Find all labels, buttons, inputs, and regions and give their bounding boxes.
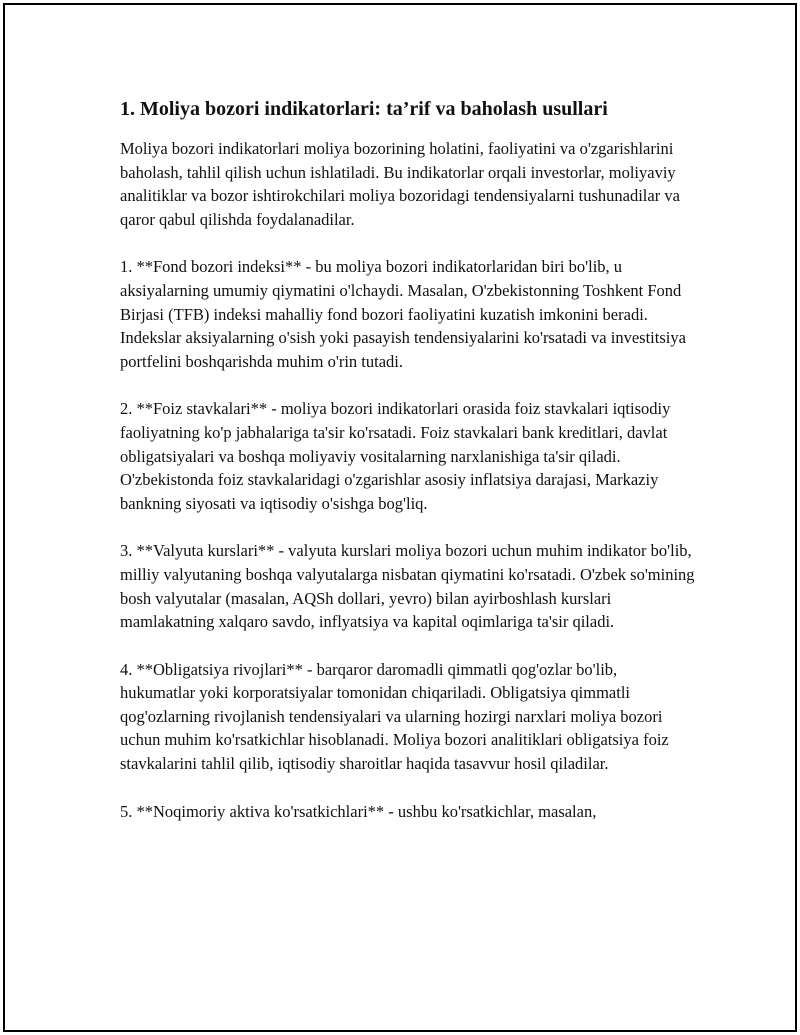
intro-paragraph: Moliya bozori indikatorlari moliya bozorining holatini, faoliyatini va o'zgarishlarini baholash, tahlil qilish uchun ishlatiladi. Bu indikatorlar orqali investorlar, moliyaviy analitiklar va bozor ishtirokchilari moliya bozoridagi tendensiyalarni tushunadilar va qaror qabul qilishda foydalanadilar. [120,139,680,229]
paragraph-foiz-stavkalari: 2. **Foiz stavkalari** - moliya bozori indikatorlari orasida foiz stavkalari iqtisodiy faoliyatning ko'p jabhalariga ta'sir ko'rsatadi. Foiz stavkalari bank kreditlari, davlat obligatsiyalari va boshqa moliyaviy vositalarning narxlanishiga ta'sir qiladi. O'zbekistonda foiz stavkalaridagi o'zgarishlar asosiy inflatsiya darajasi, Markaziy bankning siyosati va iqtisodiy o'sishga bog'liq. [120,399,671,513]
paragraph-noqimoriy-aktiva: 5. **Noqimoriy aktiva ko'rsatkichlari** - ushbu ko'rsatkichlar, masalan, [120,801,597,821]
document-title: 1. Moliya bozori indikatorlari: ta’rif va baholash usullari [120,98,608,120]
paragraph-obligatsiya-rivojlari: 4. **Obligatsiya rivojlari** - barqaror daromadli qimmatli qog'ozlar bo'lib, hukumatlar yoki korporatsiyalar tomonidan chiqariladi. Obligatsiya qimmatli qog'ozlarning rivojlanish tendensiyalari va ularning hozirgi narxlari moliya bozori uchun muhim ko'rsatkichlar hisoblanadi. Moliya bozori analitiklari obligatsiya foiz stavkalarini tahlil qilib, iqtisodiy sharoitlar haqida tasavvur hosil qiladilar. [120,659,669,774]
paragraph-fond-bozori-indeksi: 1. **Fond bozori indeksi** - bu moliya bozori indikatorlaridan biri bo'lib, u aksiyalarning umumiy qiymatini o'lchaydi. Masalan, O'zbekistonning Toshkent Fond Birjasi (TFB) indeksi mahalliy fond bozori faoliyatini kuzatish imkonini beradi. Indekslar aksiyalarning o'sish yoki pasayish tendensiyalarini ko'rsatadi va investitsiya portfelini boshqarishda muhim o'rin tutadi. [120,257,686,371]
paragraph-valyuta-kurslari: 3. **Valyuta kurslari** - valyuta kurslari moliya bozori uchun muhim indikator bo'lib, milliy valyutaning boshqa valyutalarga nisbatan qiymatini ko'rsatadi. O'zbek so'mining bosh valyutalar (masalan, AQSh dollari, yevro) bilan ayirboshlash kurslari mamlakatning xalqaro savdo, inflyatsiya va kapital oqimlariga ta'sir qiladi. [120,541,695,632]
document-body [120,95,695,847]
document-page [3,3,797,1032]
